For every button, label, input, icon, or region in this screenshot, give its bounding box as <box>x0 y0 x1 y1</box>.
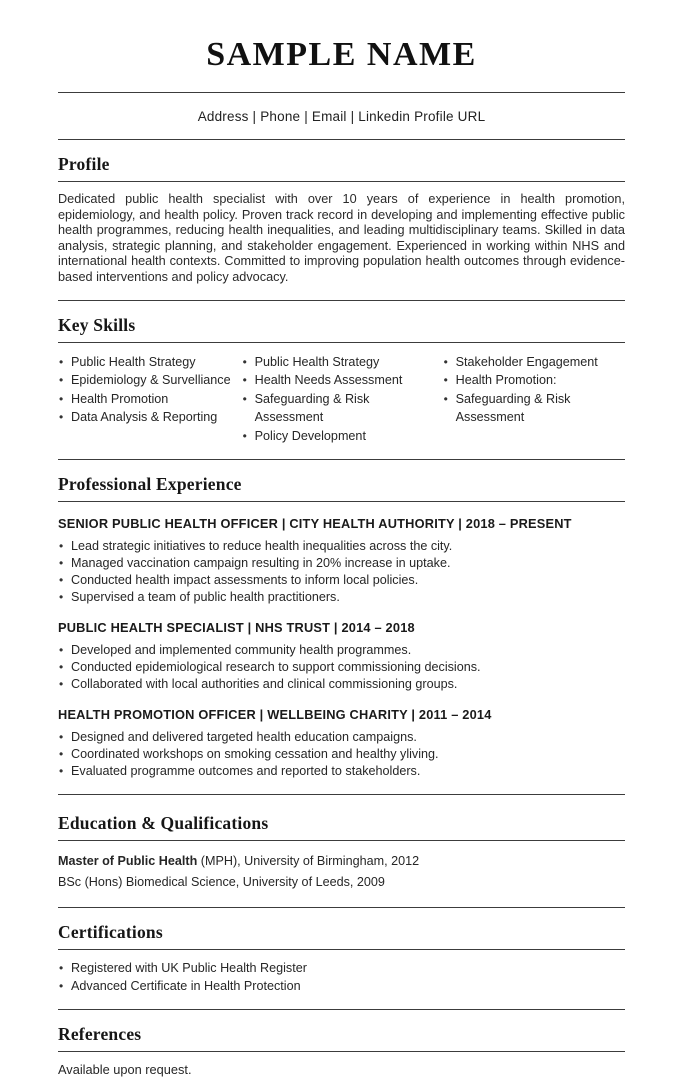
education-heading: Education & Qualifications <box>58 813 269 834</box>
job-bullet: • Conducted health impact assessments to inform local policies. <box>58 572 625 589</box>
skill-item: • Health Promotion <box>58 390 232 409</box>
document-title: SAMPLE NAME <box>206 36 477 73</box>
certification-item: • Advanced Certificate in Health Protection <box>58 978 625 996</box>
section-education <box>58 799 625 908</box>
experience-heading: Professional Experience <box>58 474 242 495</box>
certification-list-wrap <box>58 950 625 1009</box>
skills-column-1 <box>58 353 232 446</box>
skill-item: • Epidemiology & Survelliance <box>58 371 232 390</box>
skill-item: • Public Health Strategy <box>58 353 232 372</box>
job-bullet: • Coordinated workshops on smoking cessation and healthy yliving. <box>58 746 625 763</box>
job-bullets <box>58 538 625 606</box>
section-certifications <box>58 908 625 1010</box>
profile-heading: Profile <box>58 154 110 174</box>
job-bullet: • Managed vaccination campaign resulting in 20% increase in uptake. <box>58 555 625 572</box>
job-bullets <box>58 642 625 693</box>
key-skills-heading: Key Skills <box>58 314 136 335</box>
job-bullets <box>58 729 625 780</box>
skills-column-2 <box>242 353 433 446</box>
degree-detail: (MPH), University of Birmingham, 2012 <box>197 854 420 869</box>
section-key-skills <box>58 301 625 461</box>
job-bullet: • Evaluated programme outcomes and reported to stakeholders. <box>58 763 625 780</box>
skill-item: • Health Needs Assessment <box>242 371 433 390</box>
skill-item: • Safeguarding & Risk Assessment <box>443 390 625 427</box>
section-references <box>58 1010 625 1091</box>
contact-line: Address | Phone | Email | Linkedin Profile URL <box>197 109 486 124</box>
job-bullet: • Conducted epidemiological research to support commissioning decisions. <box>58 659 625 676</box>
skill-item: • Stakeholder Engagement <box>443 353 625 372</box>
skill-item: • Safeguarding & Risk Assessment <box>242 390 433 427</box>
job-title: SENIOR PUBLIC HEALTH OFFICER | CITY HEALTH AUTHORITY | 2018 – PRESENT <box>58 516 572 532</box>
skill-item: • Public Health Strategy <box>242 353 433 372</box>
section-profile <box>58 140 625 301</box>
section-experience <box>58 460 625 799</box>
certification-list <box>58 960 625 995</box>
job-entry-1 <box>58 516 625 606</box>
skill-item: • Policy Development <box>242 427 433 446</box>
job-entry-3 <box>58 707 625 780</box>
job-bullet: • Lead strategic initiatives to reduce health inequalities across the city. <box>58 538 625 555</box>
education-entry <box>58 851 625 872</box>
education-entries <box>58 841 625 907</box>
job-bullet: • Designed and delivered targeted health education campaigns. <box>58 729 625 746</box>
section-divider <box>58 794 625 795</box>
job-bullet: • Supervised a team of public health practitioners. <box>58 589 625 606</box>
skill-item: • Data Analysis & Reporting <box>58 408 232 427</box>
skill-item: • Health Promotion: <box>443 371 625 390</box>
profile-summary: Dedicated public health specialist with over 10 years of experience in health promotion, epidemiology, and health policy. Proven track record in developing and implementing effective public health programmes, reducing health inequalities, and leading multidisciplinary teams. Skilled in data analysis, strategic planning, and stakeholder engagement. Experienced in working within NHS and international health contexts. Committed to improving population health outcomes through evidence-based interventions and policy advocacy. <box>58 192 625 284</box>
job-bullet: • Developed and implemented community health programmes. <box>58 642 625 659</box>
job-bullet: • Collaborated with local authorities and clinical commissioning groups. <box>58 676 625 693</box>
section-divider <box>58 501 625 502</box>
education-entry <box>58 872 625 893</box>
skills-grid <box>58 343 625 460</box>
job-title: PUBLIC HEALTH SPECIALIST | NHS TRUST | 2014 – 2018 <box>58 620 415 636</box>
skills-column-3 <box>443 353 625 446</box>
job-title: HEALTH PROMOTION OFFICER | WELLBEING CHARITY | 2011 – 2014 <box>58 707 492 723</box>
degree-detail: BSc (Hons) Biomedical Science, University of Leeds, 2009 <box>58 875 385 890</box>
job-entry-2 <box>58 620 625 693</box>
degree-name: Master of Public Health <box>58 854 198 869</box>
references-body: Available upon request. <box>58 1062 192 1078</box>
certification-item: • Registered with UK Public Health Register <box>58 960 625 978</box>
certifications-heading: Certifications <box>58 922 163 943</box>
references-heading: References <box>58 1024 142 1045</box>
